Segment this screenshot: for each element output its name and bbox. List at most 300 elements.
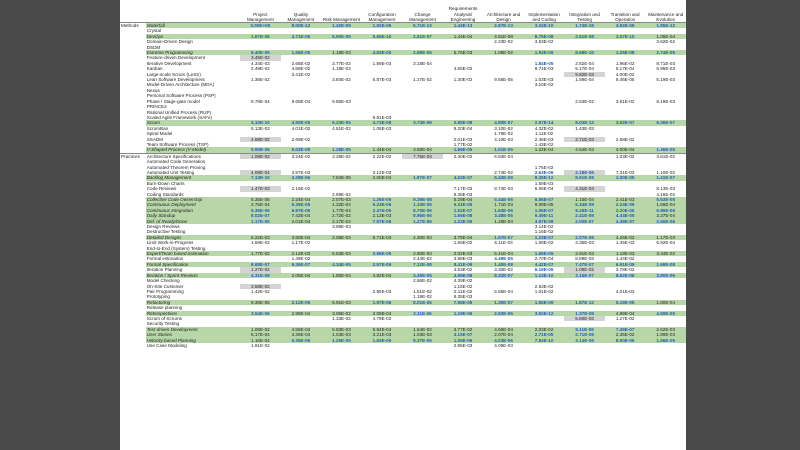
p-value-cell: 6.19E-05 [534, 267, 554, 273]
row-label: Model Checking [146, 278, 180, 284]
p-value-cell: 8.68E-07 [240, 262, 281, 267]
p-value-cell: 4.30E-03 [402, 235, 443, 240]
p-value-cell: 8.75E-08 [524, 34, 565, 39]
p-value-cell: 1.15E-04 [564, 197, 605, 202]
p-value-cell: 7.96E-06 [443, 300, 484, 305]
p-value-cell: 1.64E-02 [402, 327, 443, 332]
p-value-cell: 8.37E-06 [402, 338, 443, 343]
p-value-cell: 1.52E-07 [443, 208, 484, 213]
p-value-cell: 8.46E-05 [615, 77, 635, 83]
p-value-cell: 3.96E-05 [362, 251, 403, 256]
p-value-cell: 1.44E-04 [362, 147, 403, 153]
p-value-cell: 1.15E-02 [453, 283, 473, 289]
row-label: V-Shaped Process (V-Model) [146, 147, 240, 153]
p-value-cell: 4.09E-04 [240, 170, 281, 175]
p-value-cell: 5.36E-06 [240, 208, 281, 213]
p-value-cell: 7.49E-07 [605, 327, 646, 332]
p-value-cell: 5.63E-05 [645, 197, 686, 202]
p-value-cell: 9.39E-08 [402, 197, 443, 202]
p-value-cell: 4.00E-04 [605, 147, 646, 153]
p-value-cell: 2.96E-04 [281, 311, 322, 316]
p-value-cell: 3.21E-03 [362, 332, 403, 337]
row-label: ScrumBan [146, 125, 169, 131]
p-value-cell: 4.66E-04 [483, 327, 524, 332]
p-value-cell: 1.23E-07 [524, 235, 565, 240]
p-value-cell: 3.59E-03 [332, 224, 351, 230]
p-value-cell: 4.56E-03 [281, 327, 322, 332]
p-value-cell: 3.58E-04 [402, 147, 443, 153]
p-value-cell: 1.67E-08 [240, 34, 281, 39]
p-value-cell: 1.69E-08 [645, 262, 686, 267]
p-value-cell: 1.66E-08 [443, 213, 484, 218]
p-value-cell: 1.49E-02 [291, 256, 311, 262]
p-value-cell: 2.08E-04 [362, 311, 403, 316]
p-value-cell: 4.82E-04 [362, 273, 403, 278]
p-value-cell: 3.14E-02 [534, 224, 554, 230]
p-value-cell: 1.19E-03 [321, 50, 362, 55]
p-value-cell: 6.35E-06 [281, 338, 322, 343]
p-value-cell: 5.71E-13 [402, 23, 443, 29]
row-label: Scrum [146, 120, 240, 125]
p-value-cell: 1.67E-07 [483, 235, 524, 240]
row-label: Automated Theorem Proving [146, 164, 206, 170]
p-value-cell: 4.51E-02 [332, 125, 351, 131]
p-value-cell: 1.26E-05 [321, 338, 362, 343]
group-label: Methods [120, 23, 146, 29]
p-value-cell: 1.27E-06 [402, 219, 443, 224]
row-label: Phase / Stage-gate model [146, 98, 200, 104]
p-value-cell: 2.50E-06 [645, 219, 686, 224]
p-value-cell: 1.19E-02 [332, 66, 351, 72]
p-value-cell: 6.36E-07 [645, 120, 686, 125]
p-value-cell: 3.88E-03 [453, 256, 473, 262]
p-value-cell: 2.53E-02 [575, 98, 594, 104]
p-value-cell: 1.45E-03 [615, 240, 635, 246]
p-value-cell: 2.80E-03 [402, 251, 443, 256]
row-label: Limit Work-in-Progress [146, 240, 194, 246]
p-value-cell: 1.66E-02 [453, 240, 473, 246]
p-value-cell: 1.97E-06 [362, 300, 403, 305]
p-value-cell: 2.62E-03 [645, 327, 686, 332]
p-value-cell: 1.10E-02 [656, 169, 676, 175]
p-value-cell: 1.10E-05 [402, 202, 443, 207]
p-value-cell: 9.36E-05 [240, 300, 281, 305]
p-value-cell: 4.52E-07 [443, 175, 484, 180]
p-value-cell: 4.01E-03 [615, 288, 635, 294]
p-value-cell: 1.76E-02 [494, 131, 513, 137]
results-table-page [120, 0, 686, 450]
column-header: Configuration Management [362, 0, 403, 23]
p-value-cell: 1.66E-05 [281, 50, 322, 55]
p-value-cell: 5.23E-05 [321, 120, 362, 125]
p-value-cell: 1.47E-03 [240, 186, 281, 191]
p-value-cell: 3.24E-02 [281, 153, 322, 159]
p-value-cell: 1.08E-03 [372, 125, 392, 131]
p-value-cell: 4.95E-08 [443, 273, 484, 278]
p-value-cell: 8.68E-10 [564, 50, 605, 55]
p-value-cell: 9.85E-03 [332, 98, 351, 104]
p-value-cell: 3.12E-03 [372, 169, 392, 175]
p-value-cell [564, 343, 605, 348]
row-label: Expert/Team based estimation [146, 251, 240, 256]
row-label: Refactoring [146, 300, 240, 305]
row-label: SSADM [146, 136, 164, 142]
p-value-cell: 6.31E-05 [443, 202, 484, 207]
p-value-cell: 1.16E-02 [534, 229, 554, 235]
p-value-cell: 6.06E-04 [534, 186, 554, 192]
p-value-cell: 6.97E-06 [281, 208, 322, 213]
p-value-cell: 4.10E-03 [494, 136, 513, 142]
p-value-cell: 1.42E-02 [251, 288, 270, 294]
p-value-cell: 1.08E-02 [564, 267, 605, 272]
p-value-cell: 9.82E-03 [564, 72, 605, 77]
p-value-cell: 1.19E-02 [413, 294, 432, 300]
p-value-cell: 1.26E-08 [605, 50, 646, 55]
p-value-cell: 1.36E-02 [251, 77, 270, 83]
p-value-cell: 3.92E-09 [605, 23, 646, 29]
p-value-cell: 1.69E-03 [372, 60, 392, 66]
p-value-cell: 4.16E-02 [656, 191, 676, 197]
row-label: Nexus [146, 87, 160, 93]
row-label: DevOps [146, 34, 240, 39]
column-header: Project Management [240, 0, 281, 23]
p-value-cell: 1.05E-06 [443, 338, 484, 343]
p-value-cell: 7.84E-10 [524, 338, 565, 343]
column-header: Architecture and Design [483, 0, 524, 23]
p-value-cell: 7.42E-04 [281, 213, 322, 218]
p-value-cell: 1.33E-02 [332, 315, 351, 321]
p-value-cell: 3.16E-07 [564, 273, 605, 278]
p-value-cell: 2.01E-03 [453, 136, 473, 142]
row-label: Velocity-based Planning [146, 338, 240, 343]
p-value-cell: 8.35E-03 [453, 294, 473, 300]
p-value-cell: 4.39E-02 [453, 278, 473, 284]
p-value-cell: 5.19E-05 [605, 300, 646, 305]
p-value-cell: 2.87E-13 [483, 23, 524, 29]
p-value-cell: 1.00E-05 [605, 175, 646, 180]
p-value-cell: 1.32E-04 [321, 202, 362, 207]
p-value-cell: 5.41E-04 [483, 251, 524, 256]
p-value-cell: 2.12E-03 [281, 251, 322, 256]
p-value-cell: 2.71E-05 [564, 332, 605, 337]
p-value-cell: 5.17E-04 [615, 66, 635, 72]
p-value-cell: 1.77E-02 [453, 141, 473, 147]
p-value-cell: 2.87E-03 [291, 169, 311, 175]
p-value-cell: 4.03E-06 [483, 338, 524, 343]
p-value-cell: 1.03E-03 [402, 332, 443, 337]
p-value-cell: 2.35E-02 [605, 332, 646, 337]
p-value-cell: 1.01E-05 [483, 147, 524, 153]
p-value-cell: 1.66E-05 [443, 147, 484, 153]
p-value-cell: 8.96E-06 [402, 213, 443, 218]
row-label: Architecture Specifications [146, 153, 240, 159]
row-label: Automated Unit Testing [146, 169, 195, 175]
p-value-cell: 1.09E-02 [240, 153, 281, 159]
p-value-cell: 0.00E+00 [240, 23, 281, 29]
p-value-cell: 2.75E-04 [240, 202, 281, 207]
p-value-cell: 4.54E-03 [564, 147, 605, 153]
p-value-cell: 5.65E-04 [494, 288, 513, 294]
p-value-cell: 1.89E-03 [645, 332, 686, 337]
p-value-cell: 7.13E-10 [240, 175, 281, 180]
p-value-cell: 2.69E-02 [332, 191, 351, 197]
p-value-cell: 5.43E-09 [483, 175, 524, 180]
p-value-cell: 2.13E-03 [362, 213, 403, 218]
p-value-cell: 6.87E-03 [372, 77, 392, 83]
row-label: Team Software Process (TSP) [146, 141, 209, 147]
p-value-cell [645, 343, 686, 348]
p-value-cell: 2.48E-03 [534, 136, 554, 142]
p-value-cell: 5.95E-03 [656, 66, 676, 72]
p-value-cell: 3.77E-02 [332, 60, 351, 66]
p-value-cell: 2.07E-05 [564, 235, 605, 240]
p-value-cell: 1.40E-09 [483, 262, 524, 267]
p-value-cell: 5.17E-04 [575, 66, 594, 72]
p-value-cell: 5.11E-06 [564, 327, 605, 332]
group-spacer [120, 343, 146, 348]
row-label: Iteration Planning [146, 267, 183, 273]
p-value-cell: 4.32E-02 [534, 125, 554, 131]
p-value-cell: 1.87E-07 [402, 175, 443, 180]
row-label: Large-scale Scrum (LeSS) [146, 71, 201, 77]
row-label: Design Reviews [146, 224, 180, 230]
row-label: Waterfall [146, 23, 240, 29]
p-value-cell [362, 343, 403, 348]
p-value-cell: 2.97E-14 [524, 120, 565, 125]
p-value-cell: 8.03E-12 [564, 120, 605, 125]
p-value-cell: 6.26E-11 [564, 208, 605, 213]
p-value-cell: 8.36E-03 [453, 191, 473, 197]
p-value-cell: 1.06E-04 [645, 34, 686, 39]
p-value-cell: 2.15E-02 [291, 186, 311, 192]
p-value-cell: 1.44E-02 [615, 256, 635, 262]
column-header: Transition and Operation [605, 0, 646, 23]
p-value-cell: 1.93E-06 [524, 50, 565, 55]
p-value-cell: 1.71E-03 [483, 202, 524, 207]
p-value-cell: 1.44E-13 [443, 23, 484, 29]
p-value-cell: 4.31E-04 [564, 186, 605, 191]
p-value-cell: 5.90E-05 [321, 34, 362, 39]
p-value-cell: 9.09E-05 [524, 202, 565, 207]
p-value-cell: 1.19E-06 [443, 311, 484, 316]
p-value-cell: 6.91E-05 [605, 262, 646, 267]
row-label: Lean Software Development [146, 77, 205, 83]
p-value-cell: 5.29E-04 [443, 197, 484, 202]
p-value-cell: 8.74E-03 [494, 186, 513, 192]
p-value-cell: 1.03E-03 [534, 77, 554, 83]
p-value-cell: 1.26E-06 [362, 197, 403, 202]
p-value-cell: 5.93E-03 [321, 327, 362, 332]
p-value-cell: 2.18E-06 [564, 170, 605, 175]
p-value-cell: 7.31E-03 [615, 169, 635, 175]
p-value-cell: 2.00E-07 [564, 219, 605, 224]
p-value-cell: 7.57E-06 [362, 219, 403, 224]
p-value-cell: 8.41E-09 [443, 262, 484, 267]
p-value-cell: 3.77E-02 [443, 327, 484, 332]
p-value-cell: 5.19E-03 [656, 77, 676, 83]
p-value-cell: 9.91E-03 [372, 114, 392, 120]
p-value-cell: 2.70E-04 [534, 256, 554, 262]
p-value-cell: 2.47E-05 [362, 208, 403, 213]
p-value-cell: 2.91E-03 [564, 251, 605, 256]
p-value-cell: 2.07E-04 [483, 332, 524, 337]
row-label: Iterative Development [146, 60, 192, 66]
p-value-cell: 5.94E-04 [362, 327, 403, 332]
p-value-cell: 1.16E-04 [240, 338, 281, 343]
row-label: Retrospectives [146, 311, 240, 316]
column-header: Quality Management [281, 0, 322, 23]
p-value-cell: 8.13E-03 [656, 186, 676, 192]
p-value-cell: 5.50E-05 [240, 147, 281, 153]
header-row [120, 0, 686, 23]
p-value-cell: 1.74E-15 [564, 23, 605, 29]
p-value-cell: 1.66E-05 [524, 251, 565, 256]
table-row [120, 343, 686, 348]
p-value-cell: 1.27E-02 [240, 267, 281, 272]
p-value-cell: 1.85E-12 [645, 23, 686, 29]
p-value-cell: 8.91E-09 [564, 175, 605, 180]
p-value-cell: 2.57E-06 [362, 262, 403, 267]
p-value-cell: 1.04E-03 [321, 332, 362, 337]
p-value-cell: 3.61E-02 [645, 153, 686, 159]
p-value-cell: 1.22E-05 [443, 219, 484, 224]
row-label: Feature-driven Development [146, 55, 205, 61]
row-label: Destructive Testing [146, 229, 186, 235]
p-value-cell: 3.45E-02 [240, 55, 281, 60]
p-value-cell: 1.06E-02 [240, 327, 281, 332]
row-label: Model-Driven Architecture (MDA) [146, 82, 215, 88]
p-value-cell: 1.85E-04 [321, 273, 362, 278]
p-value-cell: 2.01E-04 [281, 219, 322, 224]
p-value-cell: 1.37E-09 [564, 311, 605, 316]
p-value-cell: 2.17E-04 [321, 219, 362, 224]
row-label: Spiral Model [146, 131, 173, 137]
p-value-cell: 6.03E-09 [281, 147, 322, 153]
p-value-cell: 4.59E-05 [645, 311, 686, 316]
p-value-cell: 9.56E-05 [494, 77, 513, 83]
p-value-cell: 1.59E-03 [534, 180, 554, 186]
p-value-cell: 2.11E-02 [453, 288, 473, 294]
p-value-cell: 4.09E-03 [494, 342, 513, 348]
p-value-cell: 2.24E-09 [605, 202, 646, 207]
p-value-cell: 2.24E-04 [281, 197, 322, 202]
p-value-cell: 5.91E-03 [321, 300, 362, 305]
p-value-cell: 1.13E-10 [524, 273, 565, 278]
p-value-cell: 6.22E-03 [240, 235, 281, 240]
p-value-cell: 2.03E-02 [524, 327, 565, 332]
p-value-cell: 3.53E-02 [534, 39, 554, 45]
row-label: Release planning [146, 305, 183, 311]
p-value-cell: 7.17E-03 [453, 186, 473, 192]
p-value-cell: 4.00E-02 [615, 71, 635, 77]
p-value-cell: 3.30E-02 [494, 267, 513, 273]
p-value-cell: 3.24E-10 [524, 23, 565, 29]
p-value-cell: 5.71E-03 [362, 235, 403, 240]
row-label: Continuous Integration [146, 208, 240, 213]
p-value-cell: 4.80E-07 [483, 120, 524, 125]
p-value-cell: 7.75E-03 [402, 153, 443, 159]
p-value-cell: 4.79E-02 [372, 315, 392, 321]
row-label: Security Testing [146, 321, 180, 327]
p-value-cell: 2.69E-02 [291, 136, 311, 142]
p-value-cell: 4.66E-02 [291, 66, 311, 72]
column-header: Change Management [402, 0, 443, 23]
p-value-cell: 5.17E-04 [240, 332, 281, 337]
p-value-cell: 6.92E-04 [656, 240, 676, 246]
row-label: Test-driven Development [146, 327, 240, 332]
p-value-cell: 4.71E-06 [281, 34, 322, 39]
p-value-cell [281, 343, 322, 348]
p-value-cell: 8.00E-13 [281, 23, 322, 29]
p-value-cell: 3.18E-04 [413, 60, 432, 66]
p-value-cell: 2.98E-05 [402, 50, 443, 55]
p-value-cell: 1.05E-07 [524, 208, 565, 213]
row-label: Collective Code Ownership [146, 197, 240, 202]
p-value-cell [605, 343, 646, 348]
p-value-cell: 1.17E-03 [645, 235, 686, 240]
p-value-cell: 2.23E-02 [494, 39, 513, 45]
p-value-cell: 4.55E-02 [453, 66, 473, 72]
p-value-cell: 5.60E-03 [564, 316, 605, 321]
p-value-cell: 6.35E-05 [240, 197, 281, 202]
row-label: Use Case Modeling [146, 342, 187, 348]
row-label: Detailed Designs [146, 235, 240, 240]
header-blank [120, 0, 146, 23]
p-value-cell: 1.36E-05 [645, 147, 686, 153]
p-value-cell: 3.57E-10 [605, 34, 646, 39]
column-header: Maintenance and Evolution [645, 0, 686, 23]
p-value-cell: 2.71E-03 [564, 137, 605, 142]
p-value-cell: 2.51E-08 [564, 34, 605, 39]
row-label: On-Site Customer [146, 283, 184, 289]
p-value-cell: 3.61E-02 [615, 98, 635, 104]
row-label: Pair Programming [146, 288, 184, 294]
p-value-cell: 4.15E-07 [443, 332, 484, 337]
p-value-cell: 3.54E-06 [240, 311, 281, 316]
p-value-cell: 4.34E-03 [251, 60, 270, 66]
p-value-cell: 4.89E-04 [605, 311, 646, 316]
p-value-cell: 5.11E-03 [494, 240, 513, 246]
column-header: Implementation and Coding [524, 0, 565, 23]
p-value-cell: 2.06E-03 [321, 235, 362, 240]
p-value-cell: 7.84E-05 [321, 175, 362, 180]
p-value-cell: 5.44E-06 [483, 197, 524, 202]
p-value-cell: 4.42E-07 [524, 262, 565, 267]
column-header: Requirements Analysis/ Engineering [443, 0, 484, 23]
p-value-cell: 3.34E-02 [645, 251, 686, 256]
p-value-cell: 1.43E-03 [575, 125, 594, 131]
p-value-cell: 2.41E-03 [605, 197, 646, 202]
p-value-cell: 4.61E-08 [483, 34, 524, 39]
p-value-cell: 1.55E-09 [524, 300, 565, 305]
p-value-cell: 8.89E-03 [575, 256, 594, 262]
p-value-cell: 4.39E-04 [281, 332, 322, 337]
p-value-cell: 9.78E-04 [251, 98, 270, 104]
p-value-cell: 1.44E-04 [443, 34, 484, 39]
p-value-cell: 8.32E-07 [483, 273, 524, 278]
column-header: Risk Management [321, 0, 362, 23]
p-value-cell: 1.08E-02 [534, 240, 554, 246]
p-value-cell: 3.10E-02 [494, 125, 513, 131]
p-value-cell: 2.68E-02 [615, 136, 635, 142]
p-value-cell: 1.42E-09 [321, 23, 362, 29]
row-label: Burn-Down Charts [146, 180, 185, 186]
p-value-cell: 8.90E-06 [605, 338, 646, 343]
p-value-cell: 4.90E-05 [281, 120, 322, 125]
p-value-cell: 1.96E-02 [615, 60, 635, 66]
p-value-cell: 2.20E-05 [605, 208, 646, 213]
p-value-table [120, 0, 686, 348]
